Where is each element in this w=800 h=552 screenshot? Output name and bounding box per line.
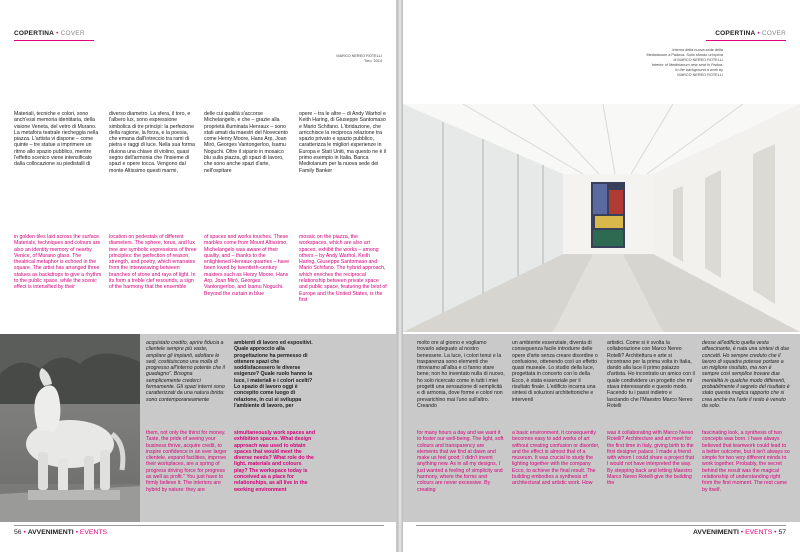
section-label-en: COVER [761, 30, 786, 37]
interview-en-column-4: a basic environment, it consequently becomes easy to add works of art without creating confusion or disorder, and the effect is almost that of a museum. It was crucial to study the lighting together with the company Ecco, to achieve the final result. The building embodies a synthesis of architectural and artistic work. How [512, 430, 600, 487]
bullet-separator: • [23, 529, 28, 536]
it-column-3: delle cui qualità s'accorse Michelangelo, e che – grazie alla proprietà illuminata Henraux – sono stati amati da maestri del Novecento come Henry Moore, Hans Arp, Joan Miró, Georges Vantongerloo, Isamu Noguchi. Oltre il sipario in mosaico blu sulla piazza, gli spazi di lavoro, che sono anche spazi d'arte, nell'ospitare [204, 111, 288, 174]
it-column-2: diverso diametro. La sfera, il toro, e l'albero lux, sono espressione simbolica di tre principi: la perfezione della ragione, la forza, e la poesia, che emana dall'intreccio tra rami di pietra e raggi di luce. Nella sua forma riluiona una chiave di violino, quasi segno dell'armonia che l'insieme di spazi e opere tocca. Vengono dal monte Altissimo questi marmi, [109, 111, 195, 174]
footer-rule [14, 525, 384, 526]
section-label: COPERTINA [14, 30, 55, 37]
interview-it-column-1: acquistato credito, aprire fiducia a clientele sempre più vaste, ampliare gli impianti, adottare le sedi, costituiscono una molla di progresso all'interno potente che il guadagno". Bisogna semplicemente crederci fermamente. Gli spazi interni sono caratterizzati da una natura ibrida: sono contemporaneamente [146, 340, 225, 403]
bullet-separator: • [56, 30, 61, 37]
page-footer-left [14, 529, 107, 536]
footer-section-en: EVENTS [79, 529, 108, 536]
page-number: 56 [14, 529, 22, 536]
bullet-separator: • [75, 529, 80, 536]
interview-it-column-4: un ambiente essenziale, diventa di conseguenza facile introdurre delle opere d'arte senza creare disordine o confusione, ottenendo così un effetto quasi museale. Lo studio della luce, progettata in concerto con lo della Ecco, è stata essenziale per il risultato finale. L'edificio incarna una sintesi di soluzioni architettoniche e interventi [512, 340, 598, 403]
it-column-4: opere – tra le altre – di Andy Warhol e Keith Haring, di Giuseppe Santomaso e Mario Schifano. L'ibridazione, che arricchisce la reciproca relazione tra spazio privato e spazio pubblico, caratterizza le migliori esperienze in Europa e Stati Uniti, ma questo ne è il primo esempio in Italia. Banca Mediolanum per la nuova sede dei Family Banker [299, 111, 387, 174]
section-tag-right [715, 30, 786, 37]
footer-section-en: EVENTS [745, 529, 773, 536]
en-column-4: mosaic on the piazza, the workspaces, which are also art spaces, exhibit the works – among others – by Andy Warhol, Keith Haring, Giuseppe Santomaso and Mario Schifano. The hybrid approach, which enriches the reciprocal relationship between private space and public space, featuring the best of Europe and the United States, is the first [299, 234, 387, 303]
caption-line: Interno della nuova sede della [672, 48, 723, 52]
en-column-1: in golden tiles laid across the surface. Materials, techniques and colours are also an identity memory of nearby Venice, of Murano glass. The theatrical metaphor is echoed in the square. The artist has arranged three statues as backdrops to give a rhythm to the public space, while the scenic effect is intensified by their [14, 234, 102, 291]
bullet-separator: • [757, 30, 762, 37]
page-footer-right [693, 529, 786, 536]
interview-it-column-3: molto ore al giorno e vogliamo trovarlo adeguato al nostro benessere. La luce, i colori tenui e la trasparenza sono elementi che ritroviamo all'alba e ci fanno stare bene; non ho inventato nulla di nuovo, ho solo ricercato come in tutti i miei progetti una sensazione di semplicità e di armonia, dove forme e colori non prevarichino mai l'uno sull'altro. Creando [417, 340, 505, 409]
en-column-3: of spaces and works touches. These marbles come from Mount Altissimo. Michelangelo was aware of their quality, and – thanks to the enlightened Henraux quarries – have been loved by twentieth-century masters such as Henry Moore, Hans Arp, Joan Miró, Georges Vantongerloo, and Isamu Noguchi. Beyond the curtain in blue [204, 234, 290, 297]
photo-caption [603, 48, 723, 78]
credit-artist: MARCO NEREO ROTELLI [336, 54, 382, 58]
artwork-credit [292, 54, 382, 64]
section-label: COPERTINA [715, 30, 756, 37]
credit-title: Toro, 2014 [364, 59, 382, 63]
interview-en-column-2: simultaneously work spaces and exhibition spaces. What design approach was used to obtain spaces that would meet the diverse needs? What role do the light, materials and colours play? The workspace today is conceived as a place for relationships, as all live in the working environment [234, 430, 316, 493]
interview-en-column-3: for many hours a day and we want it to foster our well-being. The light, soft colours and transparency are elements that we find at dawn and make us feel good; I didn't invent anything new. As in all my designs, I just wanted a feeling of simplicity and harmony, where the forms and colours are never excessive. By creating [417, 430, 504, 493]
caption-line: In the background a work by [675, 68, 723, 72]
en-column-2: location on pedestals of different diameters. The sphere, torus, and lux tree are symbolic expressions of three principles: the perfection of reason, strength, and poetry, which emanates from the interweaving between branches of stone and rays of light. In its form a treble clef resounds, a sign of the harmony that the ensemble [109, 234, 197, 291]
it-column-1: Materiali, tecniche e colori, sono anch'essi memoria identitaria, della visione Veneta, del vetro di Murano. La metafora teatrale riecheggia nella piazza. L'artista vi dispone – come quinte – tre statue a imprimere un ritmo allo spazio pubblico, mentre l'effetto scenico viene intensificato dalla collocazione su piedistalli di [14, 111, 99, 168]
interview-en-column-5: was it collaborating with Marco Nereo Rotelli? Architecture and art meet for the first time in Italy, giving birth to the first designer palace. I made a friend with whom I could share a project that I would not have interpreted the way. By stepping back and letting Maestro Marco Nereo Rotelli give the building the [607, 430, 695, 487]
office-corridor-photo [403, 104, 800, 332]
interview-it-column-2: ambienti di lavoro ed espositivi. Quale approccio alla progettazione ha permesso di ottenere spazi che soddisfacessero le diverse esigenze? Quale ruolo hanno la luce, i materiali e i colori scelti? Lo spazio di lavoro oggi è concepito come luogo di relazione, in cui si sviluppa l'ambiente di lavoro, per [234, 340, 313, 409]
section-tag-left [14, 30, 85, 37]
bullet-separator: • [740, 529, 746, 536]
interview-it-column-6: desse all'edificio quella vesta affascinante, è nata una sintesi di due concetti. Ho sempre creduto che il lavoro di squadra potesse portare a un migliore risultato, ma non è sempre così semplice trovare due mentalità in qualche modo differenti, probabilmente il segreto del risultato è stato questa magica rapporto che si crea anche tra l'arte il resto è venuto da solo. [702, 340, 790, 409]
section-label-en: COVER [60, 30, 85, 37]
caption-line: Interior of Mediolanum new seat in Padua. [651, 63, 723, 67]
horse-sculpture-photo [0, 334, 140, 522]
right-page [403, 0, 800, 552]
top-rule [706, 40, 786, 41]
interview-it-column-5: artistici. Come si è svolta la collaborazione con Marco Nereo Rotelli? Architettura e arte si incontrano per la prima volta in Italia, dando alla luce il primo palazzo d'artista. Ho incontrato un amico con il quale condividere un progetto che mi stava interessando e questo modo. Facendo tu i passi indietro e lasciando che l'Maestro Marco Nereo Rotelli [607, 340, 695, 409]
interview-en-column-1: them, not only the thirst for money. Taste, the pride of seeing your business thrive, acquire credit, to inspire confidence in an ever larger clientele, expand facilities, improve their workplaces, are a spring of progress driving force for progress as well as profit." You just have to firmly believe it. The interiors are hybrid by nature: they are [146, 430, 227, 493]
left-page [0, 0, 397, 552]
interview-en-column-6: fascinating look, a synthesis of two concepts was born. I have always believed that teamwork could lead to a better outcome, but it isn't always so simple for two very different minds to work together. Probably, the secret behind the result was the magical relationship of understanding right from the first moment. The rest came by itself. [702, 430, 790, 493]
footer-section: AVVENIMENTI [27, 529, 74, 536]
bullet-separator: • [774, 529, 779, 536]
footer-section: AVVENIMENTI [692, 529, 739, 536]
caption-line: Mediolanum a Padova. Sullo sfondo un'opera [646, 53, 723, 57]
caption-line: di MARCO NEREO ROTELLI [673, 58, 723, 62]
page-number: 57 [778, 529, 786, 536]
top-rule [14, 40, 94, 41]
footer-rule [416, 525, 786, 526]
caption-line: MARCO NEREO ROTELLI [677, 73, 723, 77]
